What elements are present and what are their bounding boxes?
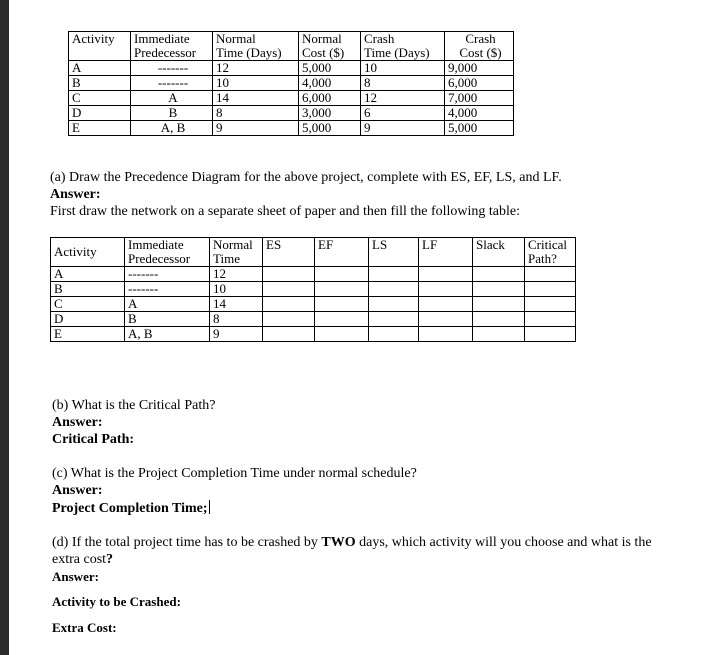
- table-cell: C: [51, 297, 125, 312]
- critical-path-label: Critical Path:: [52, 432, 135, 447]
- table-cell[interactable]: [473, 267, 525, 282]
- table-cell[interactable]: [369, 327, 419, 342]
- col-header-predecessor: Immediate Predecessor: [125, 238, 210, 267]
- table-cell[interactable]: [419, 312, 473, 327]
- table-cell[interactable]: [525, 312, 576, 327]
- table-cell: A, B: [125, 327, 210, 342]
- table-cell: 8: [210, 312, 263, 327]
- table-cell: -------: [125, 267, 210, 282]
- table-cell[interactable]: [315, 282, 369, 297]
- table-cell: 9,000: [445, 61, 514, 76]
- table-cell: 12: [361, 91, 445, 106]
- instruction-a: First draw the network on a separate sheet of paper and then fill the following table:: [50, 204, 521, 219]
- table-row: [69, 76, 514, 91]
- table-cell[interactable]: [263, 282, 315, 297]
- table-cell: 12: [213, 61, 299, 76]
- question-b: (b) What is the Critical Path?: [52, 398, 216, 413]
- table-row: [69, 61, 514, 76]
- table-cell[interactable]: [525, 297, 576, 312]
- col-header-crash-cost: Crash Cost ($): [445, 32, 514, 61]
- table-cell: D: [69, 106, 131, 121]
- col-header-ls: LS: [369, 238, 419, 267]
- col-header-slack: Slack: [473, 238, 525, 267]
- table-cell: A: [125, 297, 210, 312]
- activity-crashed-label: Activity to be Crashed:: [52, 594, 181, 609]
- table-cell: 12: [210, 267, 263, 282]
- table-cell: -------: [131, 76, 213, 91]
- table-cell: 6,000: [445, 76, 514, 91]
- table-cell: 5,000: [445, 121, 514, 136]
- table-cell: 4,000: [299, 76, 361, 91]
- table-cell: E: [69, 121, 131, 136]
- table-cell[interactable]: [525, 267, 576, 282]
- answer-b-label: Answer:: [52, 415, 103, 430]
- table-cell: A: [131, 91, 213, 106]
- table-cell[interactable]: [315, 267, 369, 282]
- table-row: [51, 327, 576, 342]
- table-cell[interactable]: [419, 282, 473, 297]
- table-cell[interactable]: [369, 282, 419, 297]
- col-header-critical-path: Critical Path?: [525, 238, 576, 267]
- table-cell: 8: [213, 106, 299, 121]
- table-cell[interactable]: [419, 297, 473, 312]
- table-cell[interactable]: [473, 312, 525, 327]
- table-cell[interactable]: [263, 267, 315, 282]
- table-cell[interactable]: [263, 297, 315, 312]
- col-header-normal-time: Normal Time: [210, 238, 263, 267]
- table-cell[interactable]: [525, 282, 576, 297]
- table-cell: B: [131, 106, 213, 121]
- project-data-table: [68, 31, 514, 136]
- question-d-line2: extra cost?: [52, 552, 114, 567]
- col-header-ef: EF: [315, 238, 369, 267]
- table-row: [69, 121, 514, 136]
- extra-cost-label: Extra Cost:: [52, 620, 117, 635]
- table-cell: 4,000: [445, 106, 514, 121]
- table-cell[interactable]: [315, 297, 369, 312]
- table-cell: A: [69, 61, 131, 76]
- table-cell: 7,000: [445, 91, 514, 106]
- table-cell: 14: [213, 91, 299, 106]
- question-a: (a) Draw the Precedence Diagram for the above project, complete with ES, EF, LS, and LF.: [50, 170, 562, 185]
- text-cursor: [209, 500, 210, 514]
- completion-time-label[interactable]: Project Completion Time;: [52, 501, 208, 516]
- table-cell[interactable]: [419, 267, 473, 282]
- table-cell[interactable]: [369, 297, 419, 312]
- answer-d-label: Answer:: [52, 569, 99, 584]
- table-row: [69, 91, 514, 106]
- table-cell[interactable]: [525, 327, 576, 342]
- table-cell: 3,000: [299, 106, 361, 121]
- table-cell: 14: [210, 297, 263, 312]
- table-cell: B: [125, 312, 210, 327]
- table-header-row: [51, 238, 576, 267]
- table-cell: -------: [125, 282, 210, 297]
- table-row: [51, 312, 576, 327]
- table-row: [69, 106, 514, 121]
- table-cell[interactable]: [263, 327, 315, 342]
- table-cell: 9: [213, 121, 299, 136]
- table-cell: 10: [361, 61, 445, 76]
- table-cell: C: [69, 91, 131, 106]
- question-d: (d) If the total project time has to be crashed by TWO days, which activity will you choose and what is the: [52, 535, 652, 550]
- table-row: [51, 297, 576, 312]
- table-cell[interactable]: [473, 327, 525, 342]
- table-cell[interactable]: [419, 327, 473, 342]
- col-header-normal-time: Normal Time (Days): [213, 32, 299, 61]
- answer-a-label: Answer:: [50, 187, 101, 202]
- table-cell[interactable]: [473, 282, 525, 297]
- col-header-activity: Activity: [51, 238, 125, 267]
- table-cell: 6,000: [299, 91, 361, 106]
- table-cell: A, B: [131, 121, 213, 136]
- table-cell[interactable]: [315, 312, 369, 327]
- left-edge-bar: [0, 0, 9, 655]
- col-header-lf: LF: [419, 238, 473, 267]
- table-cell[interactable]: [369, 312, 419, 327]
- table-row: [51, 267, 576, 282]
- table-cell: 8: [361, 76, 445, 91]
- table-cell[interactable]: [315, 327, 369, 342]
- table-cell: 5,000: [299, 121, 361, 136]
- table-header-row: [69, 32, 514, 61]
- table-cell: D: [51, 312, 125, 327]
- table-cell: 9: [210, 327, 263, 342]
- table-cell: E: [51, 327, 125, 342]
- col-header-normal-cost: Normal Cost ($): [299, 32, 361, 61]
- question-c: (c) What is the Project Completion Time under normal schedule?: [52, 466, 417, 481]
- table-cell: B: [69, 76, 131, 91]
- col-header-predecessor: Immediate Predecessor: [131, 32, 213, 61]
- table-cell[interactable]: [263, 312, 315, 327]
- table-cell: A: [51, 267, 125, 282]
- col-header-activity: Activity: [69, 32, 131, 61]
- table-cell: 6: [361, 106, 445, 121]
- answer-c-label: Answer:: [52, 483, 103, 498]
- table-cell: 9: [361, 121, 445, 136]
- table-cell: 10: [210, 282, 263, 297]
- table-cell[interactable]: [473, 297, 525, 312]
- col-header-crash-time: Crash Time (Days): [361, 32, 445, 61]
- table-cell: -------: [131, 61, 213, 76]
- answer-table: [50, 237, 576, 342]
- col-header-es: ES: [263, 238, 315, 267]
- table-cell: B: [51, 282, 125, 297]
- table-cell: 10: [213, 76, 299, 91]
- table-row: [51, 282, 576, 297]
- table-cell[interactable]: [369, 267, 419, 282]
- table-cell: 5,000: [299, 61, 361, 76]
